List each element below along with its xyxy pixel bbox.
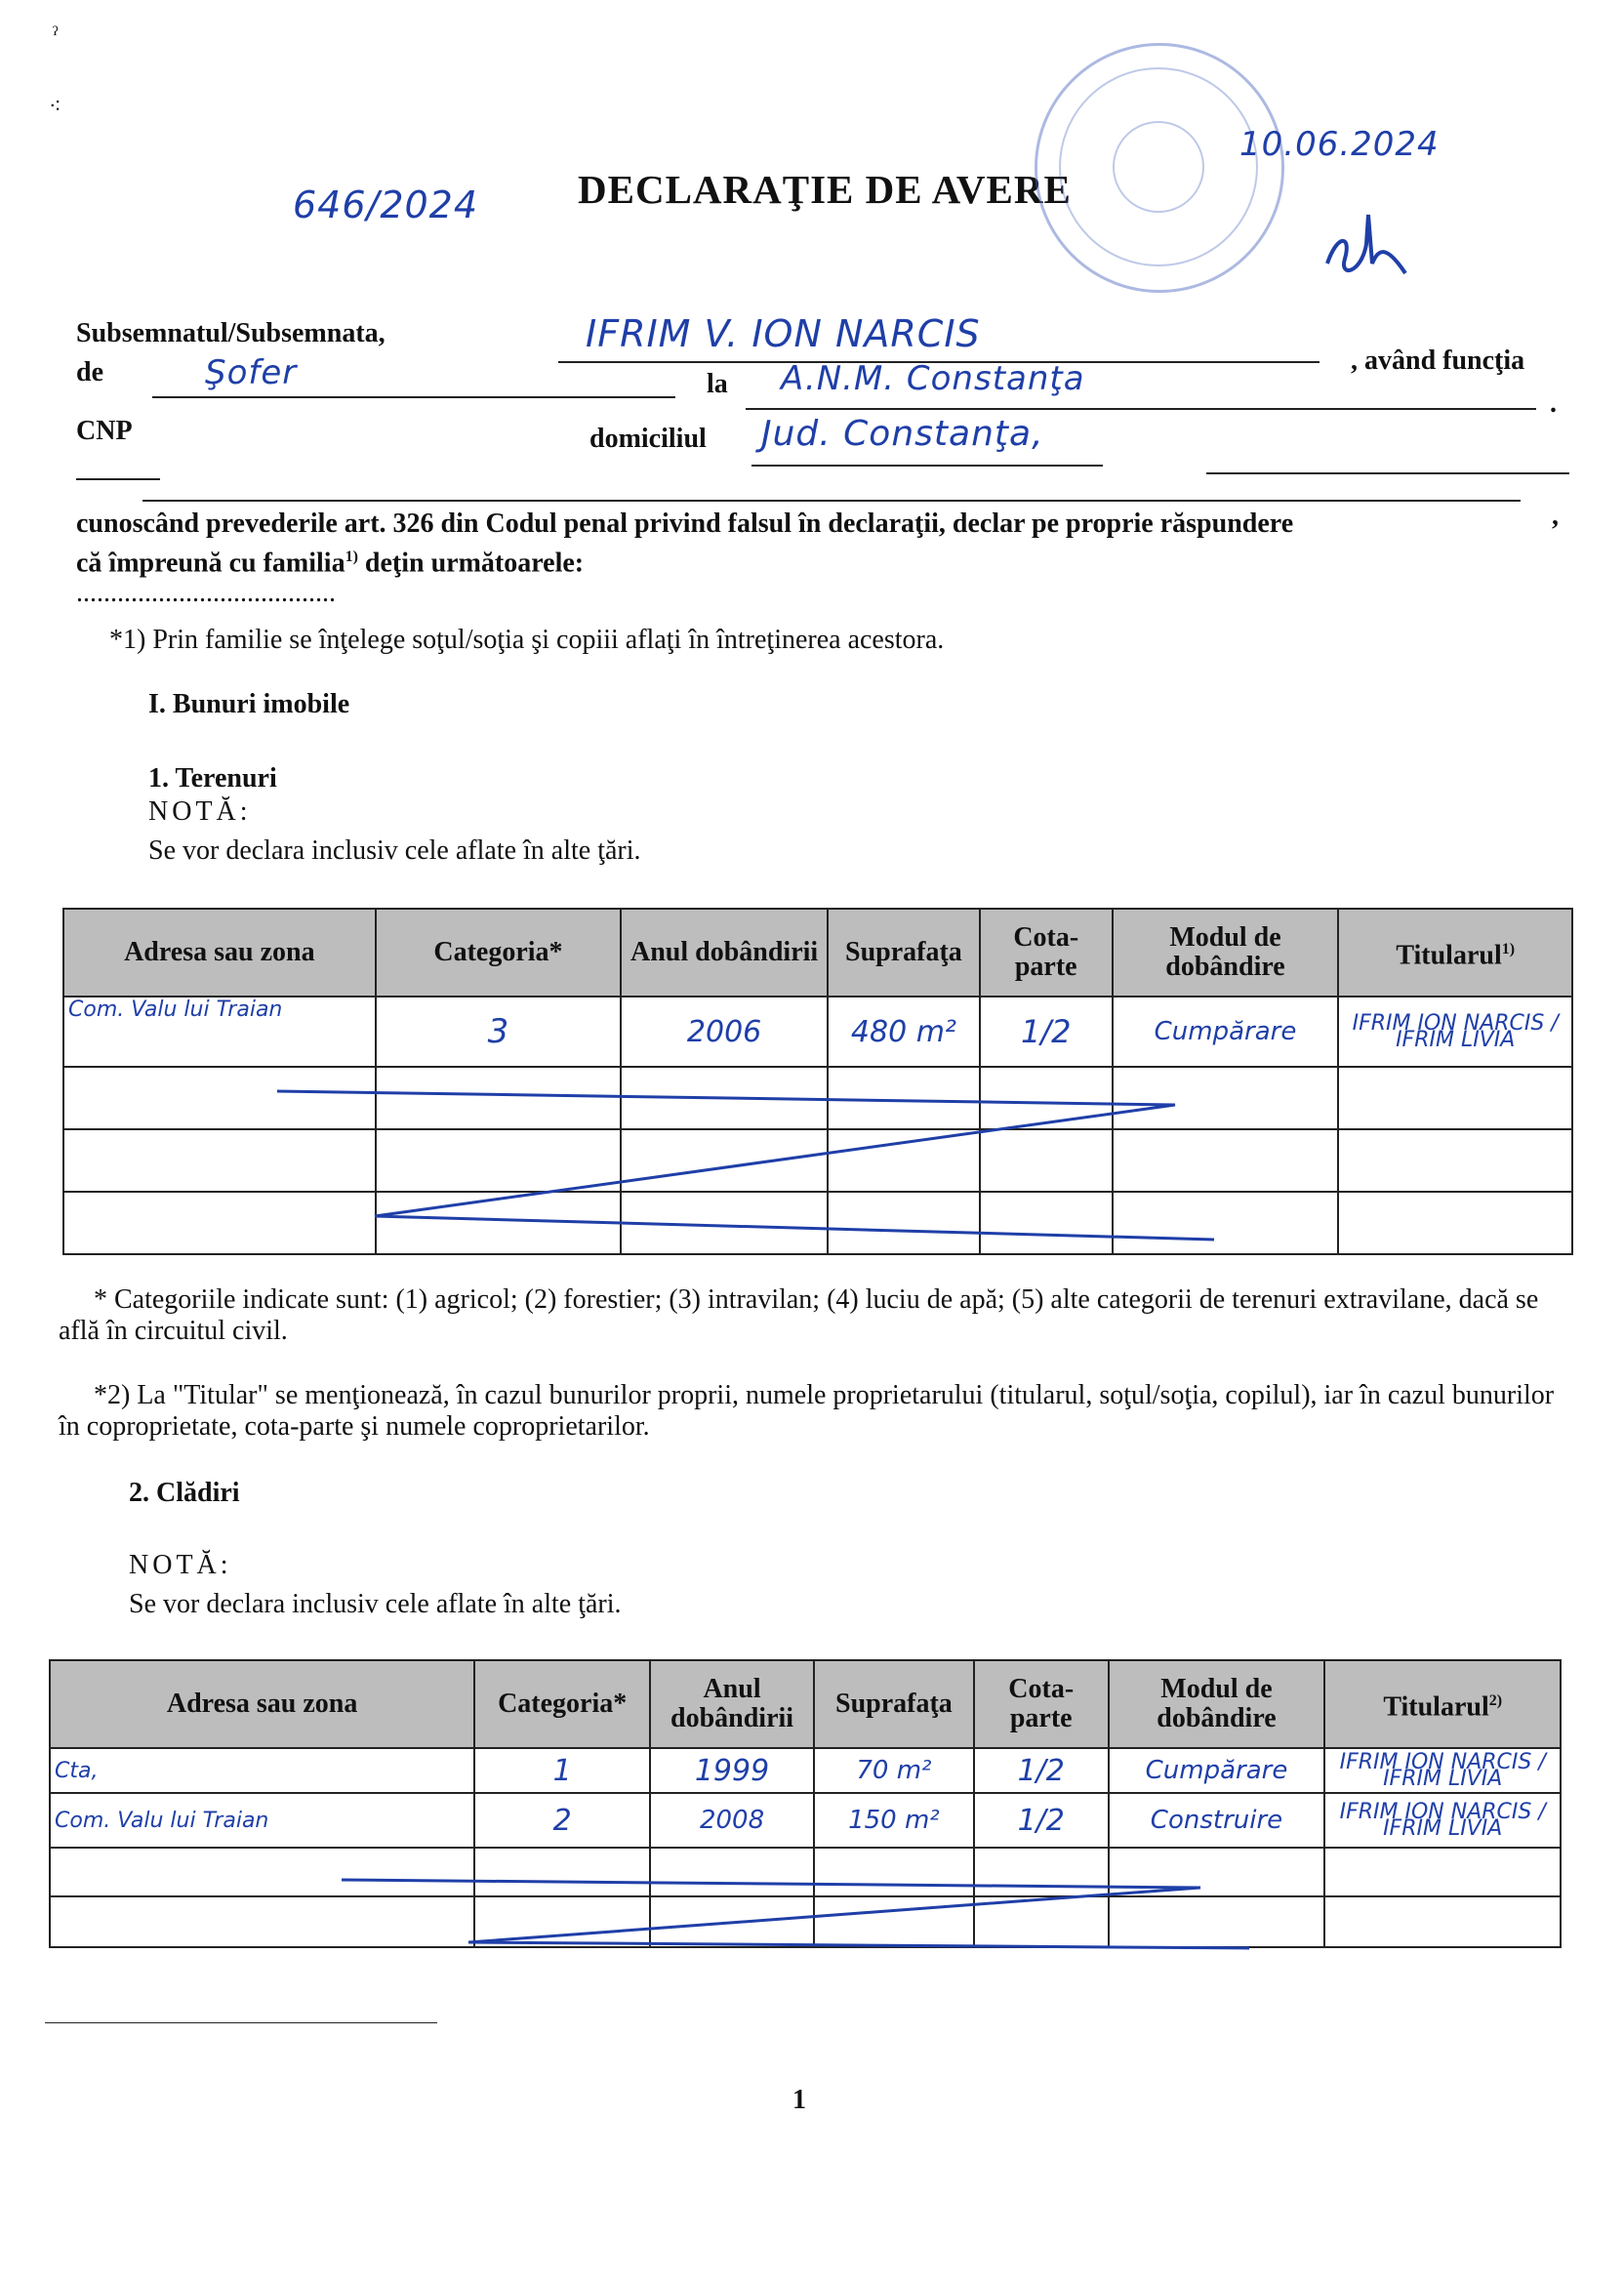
col-suprafata: Suprafaţa bbox=[814, 1660, 974, 1748]
declarant-name: IFRIM V. ION NARCIS bbox=[586, 312, 981, 355]
table-row bbox=[50, 1748, 1561, 1793]
footnote-family: *1) Prin familie se înţelege soţul/soţia şi copiii aflaţi în întreţinerea acestora. bbox=[109, 625, 945, 655]
page-number: 1 bbox=[792, 2085, 806, 2115]
dot: . bbox=[1550, 388, 1557, 419]
strike-through-z bbox=[62, 1054, 1331, 1249]
section-heading-terenuri: 1. Terenuri bbox=[148, 763, 277, 794]
cell-cota: 1/2 bbox=[974, 1793, 1109, 1848]
institutie-value: A.N.M. Constanţa bbox=[781, 359, 1085, 398]
la-label: la bbox=[707, 369, 728, 399]
col-adresa: Adresa sau zona bbox=[63, 909, 376, 997]
col-titular: Titularul$^{1)}$ bbox=[1338, 909, 1572, 997]
registration-number: 646/2024 bbox=[293, 183, 479, 226]
cell-modul: Cumpărare bbox=[1113, 997, 1339, 1067]
cell-cota: 1/2 bbox=[974, 1748, 1109, 1793]
col-cota: Cota-parte bbox=[980, 909, 1113, 997]
scan-mark: ⁖ bbox=[49, 94, 61, 118]
col-modul: Modul de dobândire bbox=[1109, 1660, 1325, 1748]
cell-titular: IFRIM ION NARCIS / IFRIM LIVIA bbox=[1324, 1793, 1561, 1848]
intro-line-2: că împreună cu familia$^{1)}$ deţin următoarele: bbox=[76, 548, 585, 579]
nota-label-2: NOTĂ: bbox=[129, 1550, 232, 1580]
col-modul: Modul de dobândire bbox=[1113, 909, 1339, 997]
dotted-line: ...................................... bbox=[76, 578, 336, 608]
nota-text-2: Se vor declara inclusiv cele aflate în alte ţări. bbox=[129, 1589, 622, 1619]
note-categories: * Categoriile indicate sunt: (1) agricol; (2) forestier; (3) intravilan; (4) luciu de apă; (5) alte categorii de terenuri extravilane, dacă se află în circuitul civil. bbox=[59, 1284, 1539, 1346]
cell-suprafata: 480 m² bbox=[828, 997, 980, 1067]
institutie-underline bbox=[746, 408, 1536, 410]
functie-underline bbox=[152, 396, 675, 398]
cell-anul: 2008 bbox=[650, 1793, 814, 1848]
col-anul: Anul dobândirii bbox=[650, 1660, 814, 1748]
table-header-row bbox=[63, 909, 1572, 997]
col-anul: Anul dobândirii bbox=[621, 909, 828, 997]
strike-through-z-2 bbox=[49, 1854, 1318, 1962]
cell-adresa: Com. Valu lui Traian bbox=[63, 997, 376, 1067]
domiciliul-label: domiciliul bbox=[589, 424, 707, 454]
intro-comma: , bbox=[1552, 501, 1559, 531]
scan-mark: ˀ bbox=[53, 21, 59, 46]
cell-categoria: 1 bbox=[474, 1748, 650, 1793]
col-adresa: Adresa sau zona bbox=[50, 1660, 474, 1748]
de-label: de bbox=[76, 357, 103, 387]
avand-functia-label: , având funcţia bbox=[1351, 346, 1525, 376]
note-titular: *2) La "Titular" se menţionează, în cazul bunurilor proprii, numele proprietarului (titularul, soţul/soţia, copilul), iar în cazul bunurilor în coproprietate, cota-parte şi numele coproprietarilor. bbox=[59, 1380, 1555, 1442]
cnp-underline bbox=[76, 478, 160, 480]
cell-suprafata: 70 m² bbox=[814, 1748, 974, 1793]
domiciliu-underline-1 bbox=[751, 465, 1103, 467]
col-categoria: Categoria* bbox=[474, 1660, 650, 1748]
stamp-date: 10.06.2024 bbox=[1239, 125, 1440, 164]
functie-value: Şofer bbox=[205, 353, 298, 392]
cell-cota: 1/2 bbox=[980, 997, 1113, 1067]
domiciliu-value: Jud. Constanţa, bbox=[761, 414, 1044, 454]
nota-text: Se vor declara inclusiv cele aflate în alte ţări. bbox=[148, 835, 641, 866]
col-suprafata: Suprafaţa bbox=[828, 909, 980, 997]
cell-titular: IFRIM ION NARCIS / IFRIM LIVIA bbox=[1338, 997, 1572, 1067]
subsemnatul-label: Subsemnatul/Subsemnata, bbox=[76, 318, 386, 348]
cell-categoria: 3 bbox=[376, 997, 622, 1067]
page-title: DECLARAŢIE DE AVERE bbox=[578, 167, 1072, 212]
col-categoria: Categoria* bbox=[376, 909, 622, 997]
section-heading-cladiri: 2. Clădiri bbox=[129, 1478, 240, 1508]
cell-categoria: 2 bbox=[474, 1793, 650, 1848]
cell-anul: 1999 bbox=[650, 1748, 814, 1793]
cell-modul: Cumpărare bbox=[1109, 1748, 1325, 1793]
col-titular: Titularul$^{2)}$ bbox=[1324, 1660, 1561, 1748]
cell-suprafata: 150 m² bbox=[814, 1793, 974, 1848]
table-header-row bbox=[50, 1660, 1561, 1748]
col-cota: Cota-parte bbox=[974, 1660, 1109, 1748]
cell-adresa: Com. Valu lui Traian bbox=[50, 1793, 474, 1848]
nota-label: NOTĂ: bbox=[148, 796, 252, 827]
cnp-label: CNP bbox=[76, 416, 133, 446]
signature bbox=[1318, 205, 1415, 296]
cell-titular: IFRIM ION NARCIS / IFRIM LIVIA bbox=[1324, 1748, 1561, 1793]
section-heading-bunuri-imobile: I. Bunuri imobile bbox=[148, 689, 350, 719]
cell-anul: 2006 bbox=[621, 997, 828, 1067]
domiciliu-underline-2 bbox=[1206, 472, 1569, 474]
footnote-separator bbox=[45, 2022, 437, 2023]
intro-line-1: cunoscând prevederile art. 326 din Codul penal privind falsul în declaraţii, declar pe proprie răspundere bbox=[76, 509, 1294, 539]
cell-adresa: Cta, bbox=[50, 1748, 474, 1793]
address-underline bbox=[142, 500, 1521, 502]
cell-modul: Construire bbox=[1109, 1793, 1325, 1848]
table-row bbox=[50, 1793, 1561, 1848]
